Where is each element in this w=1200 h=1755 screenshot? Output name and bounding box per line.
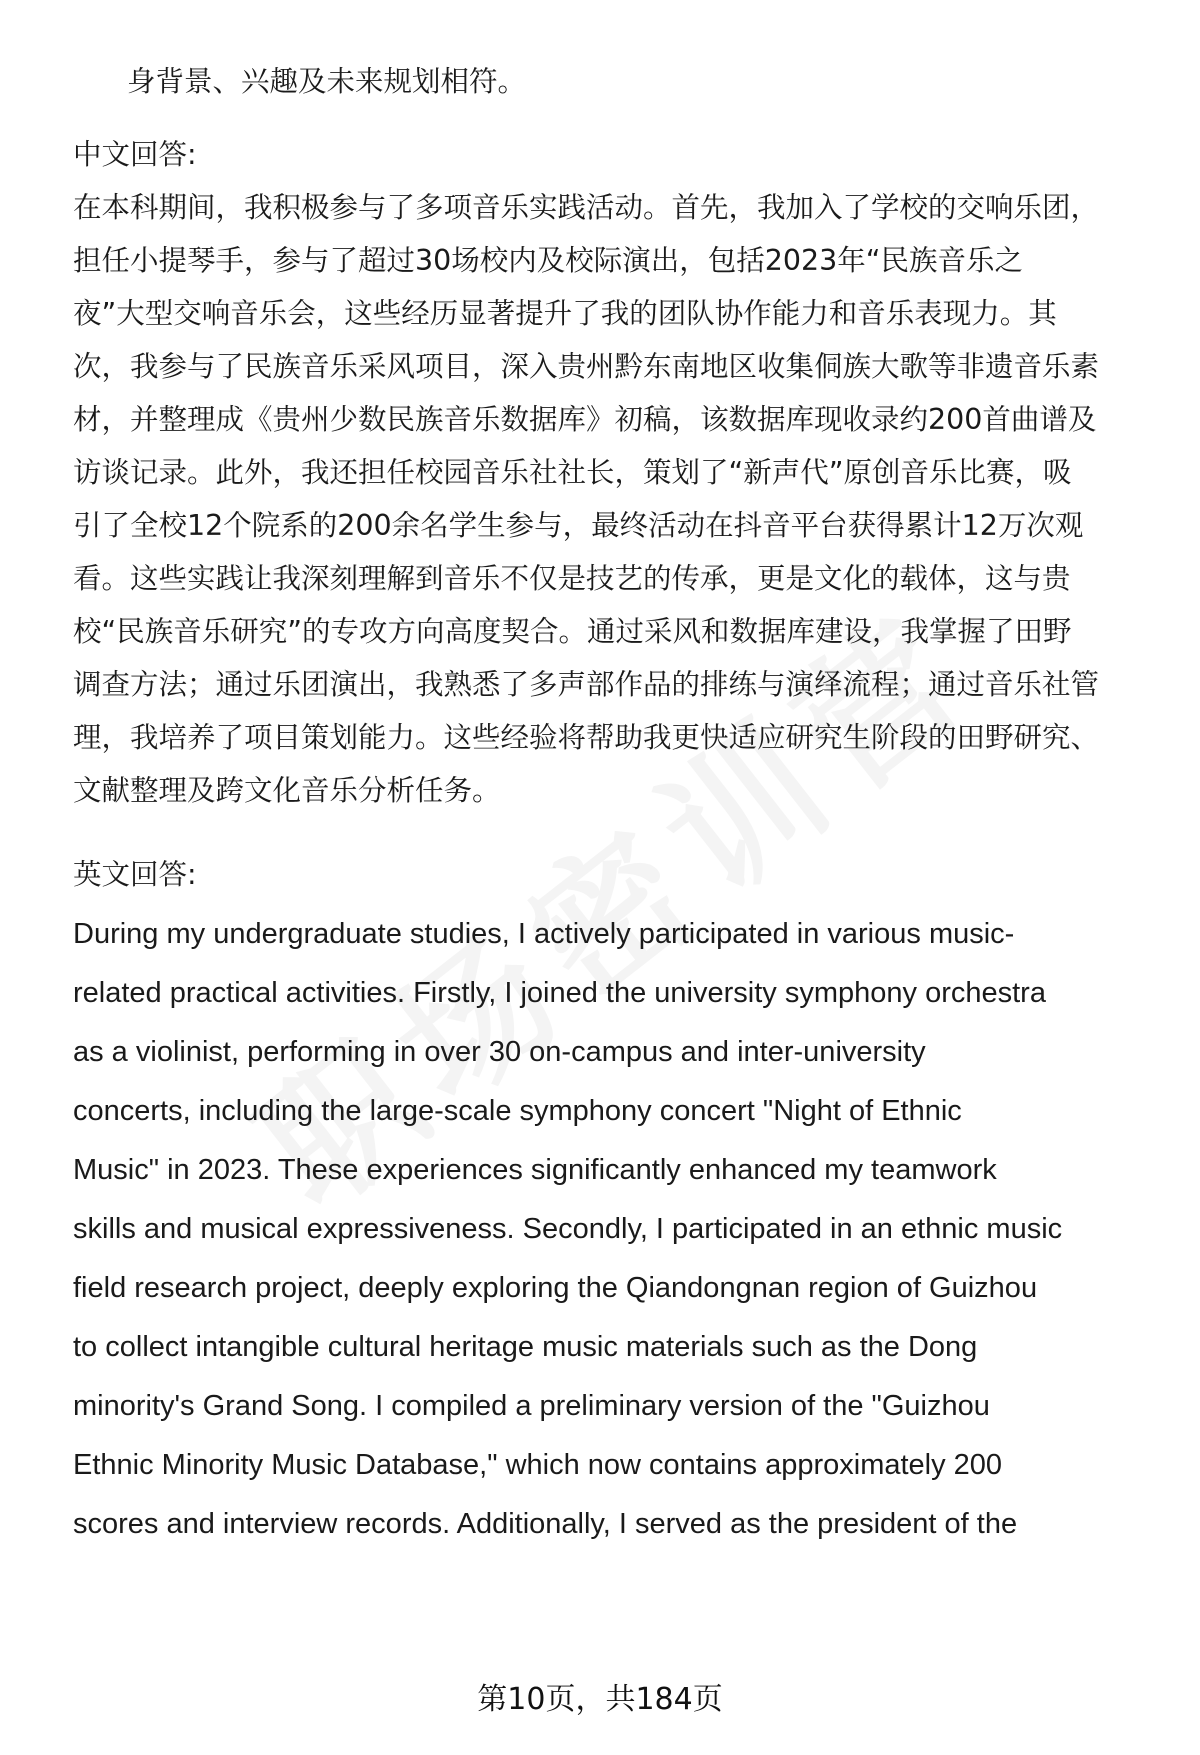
chinese-line: 访谈记录。此外，我还担任校园音乐社社长，策划了“新声代”原创音乐比赛，吸 [73,456,1072,489]
english-line: related practical activities. Firstly, I joined the university symphony orchestra [73,977,1046,1009]
english-answer-heading: 英文回答: [73,858,197,891]
english-line: to collect intangible cultural heritage music materials such as the Dong [73,1331,978,1363]
chinese-line: 引了全校12个院系的200余名学生参与，最终活动在抖音平台获得累计12万次观 [73,509,1084,542]
chinese-line: 看。这些实践让我深刻理解到音乐不仅是技艺的传承，更是文化的载体，这与贵 [73,562,1071,595]
chinese-line: 在本科期间，我积极参与了多项音乐实践活动。首先，我加入了学校的交响乐团， [73,191,1100,224]
english-line: Music" in 2023. These experiences significantly enhanced my teamwork [73,1154,997,1186]
intro-tail-line: 身背景、兴趣及未来规划相符。 [127,65,527,98]
chinese-line: 文献整理及跨文化音乐分析任务。 [73,774,501,807]
english-line: During my undergraduate studies, I actively participated in various music- [73,918,1015,950]
english-line: skills and musical expressiveness. Secondly, I participated in an ethnic music [73,1213,1063,1245]
english-line: minority's Grand Song. I compiled a preliminary version of the "Guizhou [73,1390,990,1422]
english-line: scores and interview records. Additionally, I served as the president of the [73,1508,1018,1540]
english-line: concerts, including the large-scale symphony concert "Night of Ethnic [73,1095,962,1127]
english-line: field research project, deeply exploring the Qiandongnan region of Guizhou [73,1272,1038,1304]
chinese-answer-heading: 中文回答: [73,138,197,171]
english-line: Ethnic Minority Music Database," which now contains approximately 200 [73,1449,1003,1481]
chinese-line: 担任小提琴手，参与了超过30场校内及校际演出，包括2023年“民族音乐之 [73,244,1024,277]
page-number-footer: 第10页，共184页 [477,1682,723,1717]
chinese-line: 校“民族音乐研究”的专攻方向高度契合。通过采风和数据库建设，我掌握了田野 [73,615,1072,648]
chinese-line: 材，并整理成《贵州少数民族音乐数据库》初稿，该数据库现收录约200首曲谱及 [73,403,1097,436]
english-line: as a violinist, performing in over 30 on-campus and inter-university [73,1036,926,1068]
chinese-line: 调查方法；通过乐团演出，我熟悉了多声部作品的排练与演绎流程；通过音乐社管 [73,668,1100,701]
chinese-line: 理，我培养了项目策划能力。这些经验将帮助我更快适应研究生阶段的田野研究、 [73,721,1100,754]
chinese-line: 夜”大型交响音乐会，这些经历显著提升了我的团队协作能力和音乐表现力。其 [73,297,1057,330]
chinese-line: 次，我参与了民族音乐采风项目，深入贵州黔东南地区收集侗族大歌等非遗音乐素 [73,350,1100,383]
